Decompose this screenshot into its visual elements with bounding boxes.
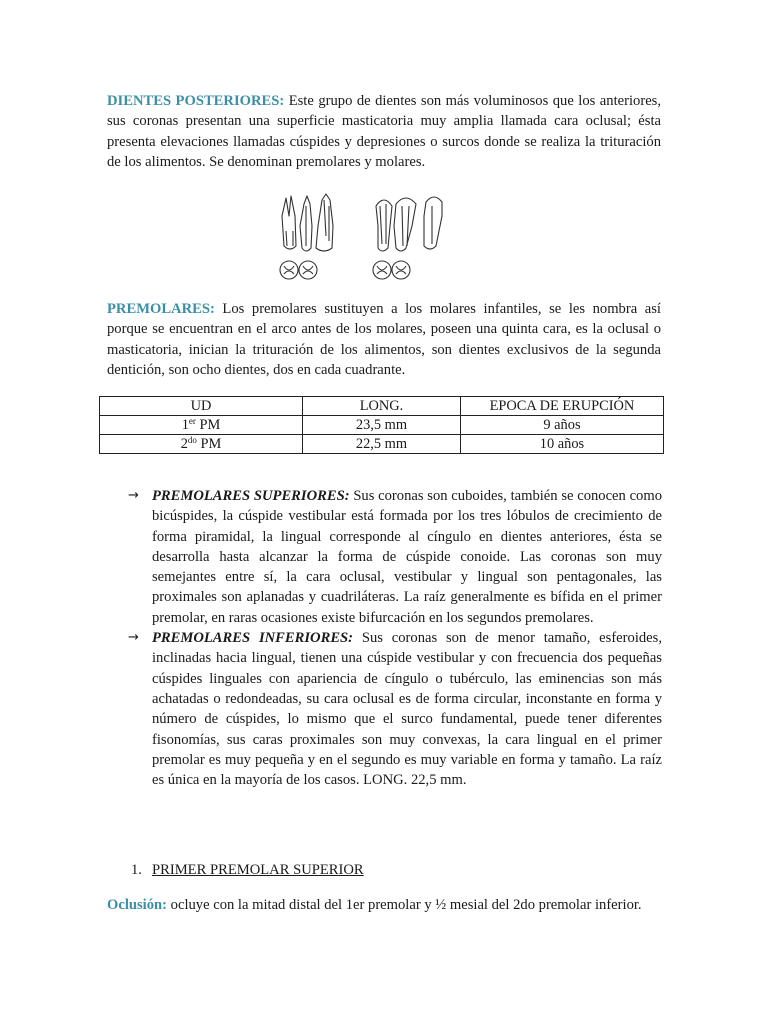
premolar-teeth-illustration (276, 186, 454, 286)
posteriores-text: Este grupo de dientes son más voluminosos que los anteriores, sus coronas presentan una superficie masticatoria muy amplia llamada cara oclusal; ésta presenta elevaciones llamadas cúspides y depresiones o surcos donde se realiza la trituración de los alimentos. Se denominan premolares y molares. (107, 93, 661, 170)
list-item (128, 628, 662, 790)
header-ud: UD (100, 397, 303, 416)
bullet-text: Sus coronas son de menor tamaño, esferoides, inclinadas hacia lingual, tienen una cúspide vestibular y con frecuencia dos pequeñas cúspides linguales con apariencia de cíngulo o tubérculo, las eminencias son más achatadas o redondeadas, su cara oclusal es de forma circular, inconstante en forma y número de cúspides, lo mismo que el surco fundamental, puede tener diferentes fisonomías, sus caras proximales son muy convexas, la cara lingual en el primer premolar es muy pequeña y en el segundo es muy variable en forma y tamaño. La raíz es única en la mayoría de los casos. LONG. 22,5 mm. (152, 630, 662, 789)
posteriores-paragraph (107, 91, 661, 172)
premolares-heading: PREMOLARES: (107, 301, 215, 317)
cell-epoca: 10 años (460, 435, 663, 454)
section-title: PRIMER PREMOLAR SUPERIOR (152, 862, 364, 878)
oclusion-paragraph (107, 895, 667, 915)
bullet-text: Sus coronas son cuboides, también se conocen como bicúspides, la cúspide vestibular está formada por los tres lóbulos de crecimiento de forma piramidal, la lingual corresponde al cíngulo en dientes anteriores, ésta se desarrolla hasta alcanzar la forma de cúspide conoide. Las coronas son muy semejantes entre sí, la cara oclusal, vestibular y lingual son pentagonales, las proximales son aplanadas y cuadriláteras. La raíz generalmente es bífida en el primer premolar, en raras ocasiones existe bifurcación en los segundos premolares. (152, 488, 662, 626)
bullet-title: PREMOLARES INFERIORES: (152, 630, 354, 647)
list-item (128, 486, 662, 628)
arrow-right-icon: → (128, 488, 139, 503)
cell-epoca: 9 años (460, 416, 663, 435)
cell-ud: $2^{do}$ PM (100, 435, 303, 454)
table-row (100, 416, 664, 435)
header-long: LONG. (303, 397, 461, 416)
posteriores-heading: DIENTES POSTERIORES: (107, 93, 285, 109)
cell-long: 23,5 mm (303, 416, 461, 435)
header-epoca: EPOCA DE ERUPCIÓN (460, 397, 663, 416)
arrow-right-icon: → (128, 630, 139, 646)
section-heading (131, 860, 364, 880)
oclusion-text: ocluye con la mitad distal del 1er premolar y ½ mesial del 2do premolar inferior. (167, 897, 642, 913)
bullet-title: PREMOLARES SUPERIORES: (152, 488, 350, 504)
premolares-paragraph (107, 299, 661, 380)
oclusion-heading: Oclusión: (107, 897, 168, 913)
table-header-row (100, 397, 664, 416)
cell-ud: 1er PM (100, 416, 303, 435)
premolar-bullet-list (128, 486, 662, 790)
table-row (100, 435, 664, 454)
premolar-table (99, 396, 664, 454)
section-number: 1. (131, 862, 142, 878)
cell-long: 22,5 mm (303, 435, 461, 454)
premolares-text: Los premolares sustituyen a los molares infantiles, se les nombra así porque se encuentran en el arco antes de los molares, poseen una quinta cara, es la oclusal o masticatoria, inician la trituración de los alimentos, son dientes exclusivos de la segunda dentición, son ocho dientes, dos en cada cuadrante. (107, 301, 661, 378)
